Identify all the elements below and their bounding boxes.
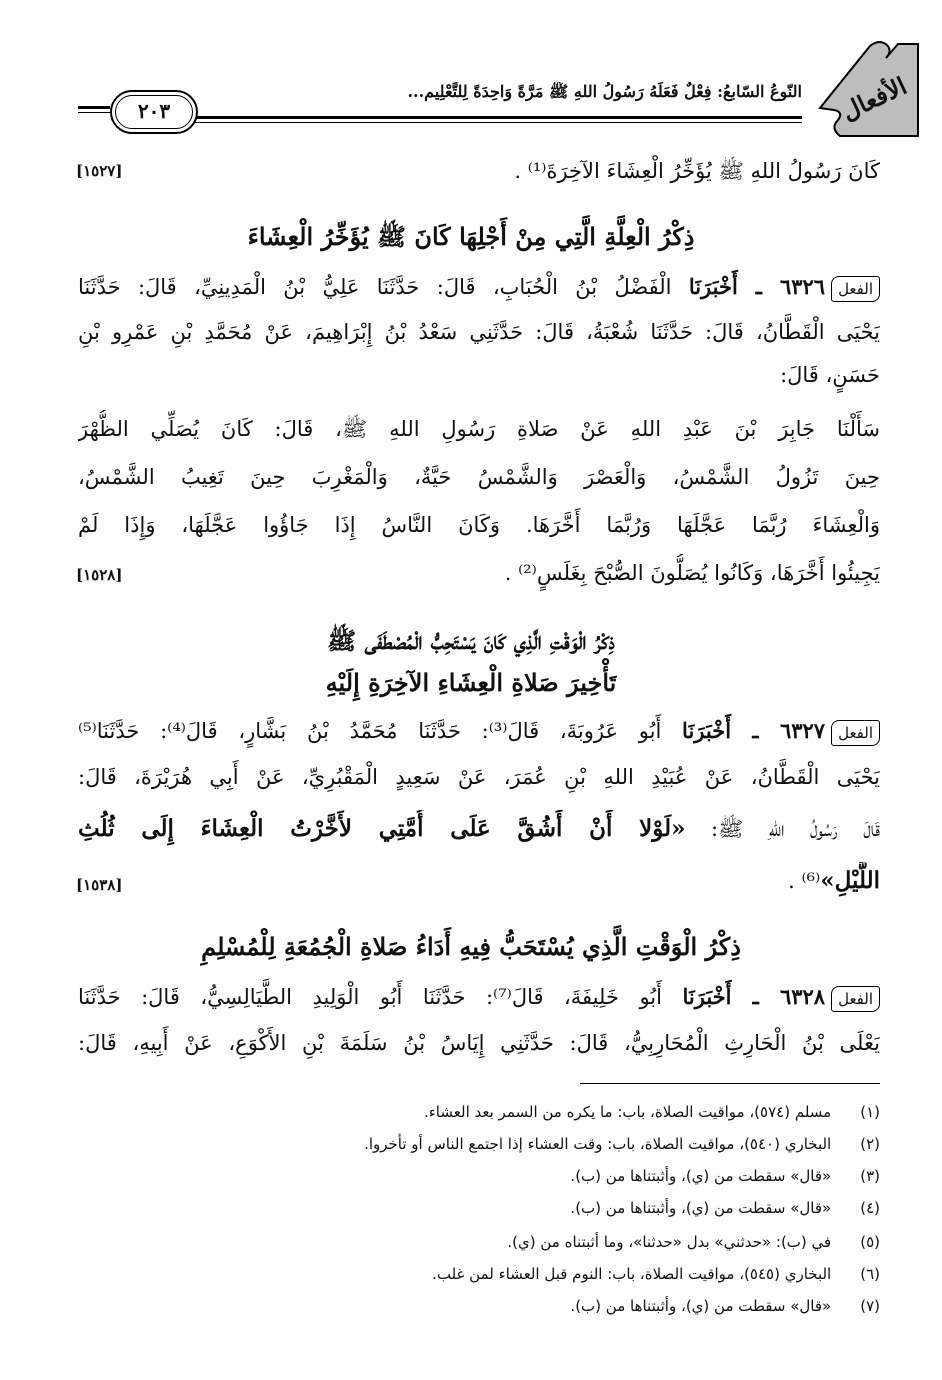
hadith-line: [200, 862, 880, 900]
section-label: الأفعال: [836, 70, 911, 127]
matn-text: «لَوْلا أَنْ أَشُقَّ عَلَى أُمَّتِي لأَخَّرْتُ الْعِشَاءَ إِلَى ثُلُثِ: [78, 815, 686, 842]
isnad-text: أَبُو خَلِيفَةَ، قَالَ⁽⁷⁾: حَدَّثَنَا أَبُو الْوَلِيدِ الطَّيَالِسِيُّ، قَالَ: حَدَّثَنَا: [78, 985, 662, 1009]
matn-text: اللَّيْلِ»: [820, 867, 880, 894]
reference-number: [١٥٣٨]: [76, 876, 123, 894]
isnad-text: الْفَضْلُ بْنُ الْحُبَابِ، قَالَ: حَدَّثَنَا عَلِيُّ بْنُ الْمَدِينِيِّ، قَالَ: حَدَّثَنَا: [78, 275, 672, 299]
hadith-number: ٦٣٢٦ ـ أَخْبَرَنَا: [688, 274, 826, 299]
chapter-heading: ذِكْرُ الْوَقْتِ الَّذِي كَانَ يَسْتَحِبُّ الْمُصْطَفَى ﷺ: [327, 626, 615, 655]
hadith-line: حِينَ تَزُولُ الشَّمْسُ، وَالْعَصْرَ وَالشَّمْسُ حَيَّةٌ، وَالْمَغْرِبَ حِينَ تَغِيبُ الشَّمْسُ،: [78, 465, 880, 489]
footnote: (٣) «قال» سقطت من (ي)، وأثبتناها من (ب).: [570, 1167, 880, 1185]
page-number-rule: [78, 106, 110, 109]
fiil-stamp-icon: الفعل: [831, 720, 880, 746]
page-number-rule-thin: [78, 112, 110, 113]
hadith-line: يَعْلَى بْنُ الْحَارِثِ الْمُحَارِبِيُّ، قَالَ: حَدَّثَنِي إِيَاسُ بْنُ سَلَمَةَ بْنِ الأَكْوَعِ، عَنْ أَبِيهِ، قَالَ:: [78, 1031, 880, 1055]
hadith-line: [78, 978, 880, 1016]
hadith-line: [78, 268, 880, 306]
footnote: (٥) في (ب): «حدثني» بدل «حدثنا»، وما أثبتناه من (ي).: [507, 1233, 880, 1251]
reference-number: [١٥٢٨]: [76, 566, 123, 584]
hadith-number: ٦٣٢٨ ـ أَخْبَرَنَا: [682, 984, 826, 1009]
hadith-line: [78, 712, 880, 750]
fiil-stamp-icon: الفعل: [831, 276, 880, 302]
hadith-line: [78, 810, 880, 848]
header-rule-thin: [188, 122, 802, 123]
fiil-stamp-icon: الفعل: [831, 986, 880, 1012]
footnote: (٢) البخاري (٥٤٠)، مواقيت الصلاة، باب: وقت العشاء إذا اجتمع الناس أو تأخروا.: [364, 1135, 880, 1153]
chapter-heading: ذِكْرُ الْعِلَّةِ الَّتِي مِنْ أَجْلِهَا كَانَ ﷺ يُؤَخِّرُ الْعِشَاءَ: [247, 222, 695, 251]
footnote: (٦) البخاري (٥٤٥)، مواقيت الصلاة، باب: النوم قبل العشاء لمن غلب.: [432, 1265, 880, 1283]
footnote: (٧) «قال» سقطت من (ي)، وأثبتناها من (ب).: [570, 1297, 880, 1315]
footnote: (١) مسلم (٥٧٤)، مواقيت الصلاة، باب: ما يكره من السمر بعد العشاء.: [423, 1103, 880, 1121]
chapter-heading-cont: تَأْخِيرَ صَلاةِ الْعِشَاءِ الآخِرَةِ إِلَيْهِ: [325, 668, 617, 697]
header-rule: [188, 116, 802, 119]
footnote-separator: [580, 1083, 880, 1084]
hadith-line: يَحْيَى الْقَطَّانُ، قَالَ: حَدَّثَنَا شُعْبَةُ، قَالَ: حَدَّثَنِي سَعْدُ بْنُ إِبْرَاهِيمَ، عَنْ مُحَمَّدِ بْنِ عَمْرِو بْنِ: [78, 320, 880, 344]
running-title: النّوعُ السّابعُ: فِعْلٌ فَعَلَهُ رَسُولُ اللهِ ﷺ مَرَّةً وَاحِدَةً لِلتَّعْلِيم...: [407, 82, 802, 101]
page-number: ٢٠٣: [137, 99, 171, 123]
hadith-line: حَسَنٍ، قَالَ:: [780, 363, 880, 387]
hadith-line: وَالْعِشَاءَ رُبَّمَا عَجَّلَهَا وَرُبَّمَا أَخَّرَهَا. وَكَانَ النَّاسُ إِذَا جَاؤُوا عَجَّلَهَا، وَإِذَا لَمْ: [78, 513, 880, 537]
footnote-marker: ⁽⁶⁾ .: [788, 869, 821, 893]
hadith-number: ٦٣٢٧ ـ أَخْبَرَنَا: [682, 718, 826, 743]
isnad-text: أَبُو عَرُوبَةَ، قَالَ⁽³⁾: حَدَّثَنَا مُحَمَّدُ بْنُ بَشَّارٍ، قَالَ⁽⁴⁾: حَدَّثَنَا⁽⁵⁾: [78, 719, 662, 743]
hadith-line: يَجِيئُوا أَخَّرَهَا، وَكَانُوا يُصَلُّونَ الصُّبْحَ بِغَلَسٍ⁽²⁾ .: [504, 561, 880, 585]
text-line: كَانَ رَسُولُ اللهِ ﷺ يُؤَخِّرُ الْعِشَاءَ الآخِرَةَ⁽¹⁾ .: [514, 159, 880, 183]
hadith-line: سَأَلْنَا جَابِرَ بْنَ عَبْدِ اللهِ عَنْ صَلاةِ رَسُولِ اللهِ ﷺ، قَالَ: كَانَ يُصَلِّي الظُّهْرَ: [78, 417, 880, 441]
footnote: (٤) «قال» سقطت من (ي)، وأثبتناها من (ب).: [570, 1199, 880, 1217]
hadith-line: يَحْيَى الْقَطَّانُ، عَنْ عُبَيْدِ اللهِ بْنِ عُمَرَ، عَنْ سَعِيدٍ الْمَقْبُرِيِّ، عَنْ أَبِي هُرَيْرَةَ، قَالَ:: [78, 765, 880, 789]
matn-intro: قَالَ رَسُولُ اللهِ ﷺ:: [685, 817, 880, 841]
page-number-cartouche: [110, 90, 198, 134]
chapter-heading: ذِكْرُ الْوَقْتِ الَّذِي يُسْتَحَبُّ فِيهِ أَدَاءُ صَلاةِ الْجُمُعَةِ لِلْمُسْلِمِ: [201, 932, 741, 961]
reference-number: [١٥٢٧]: [76, 162, 123, 180]
